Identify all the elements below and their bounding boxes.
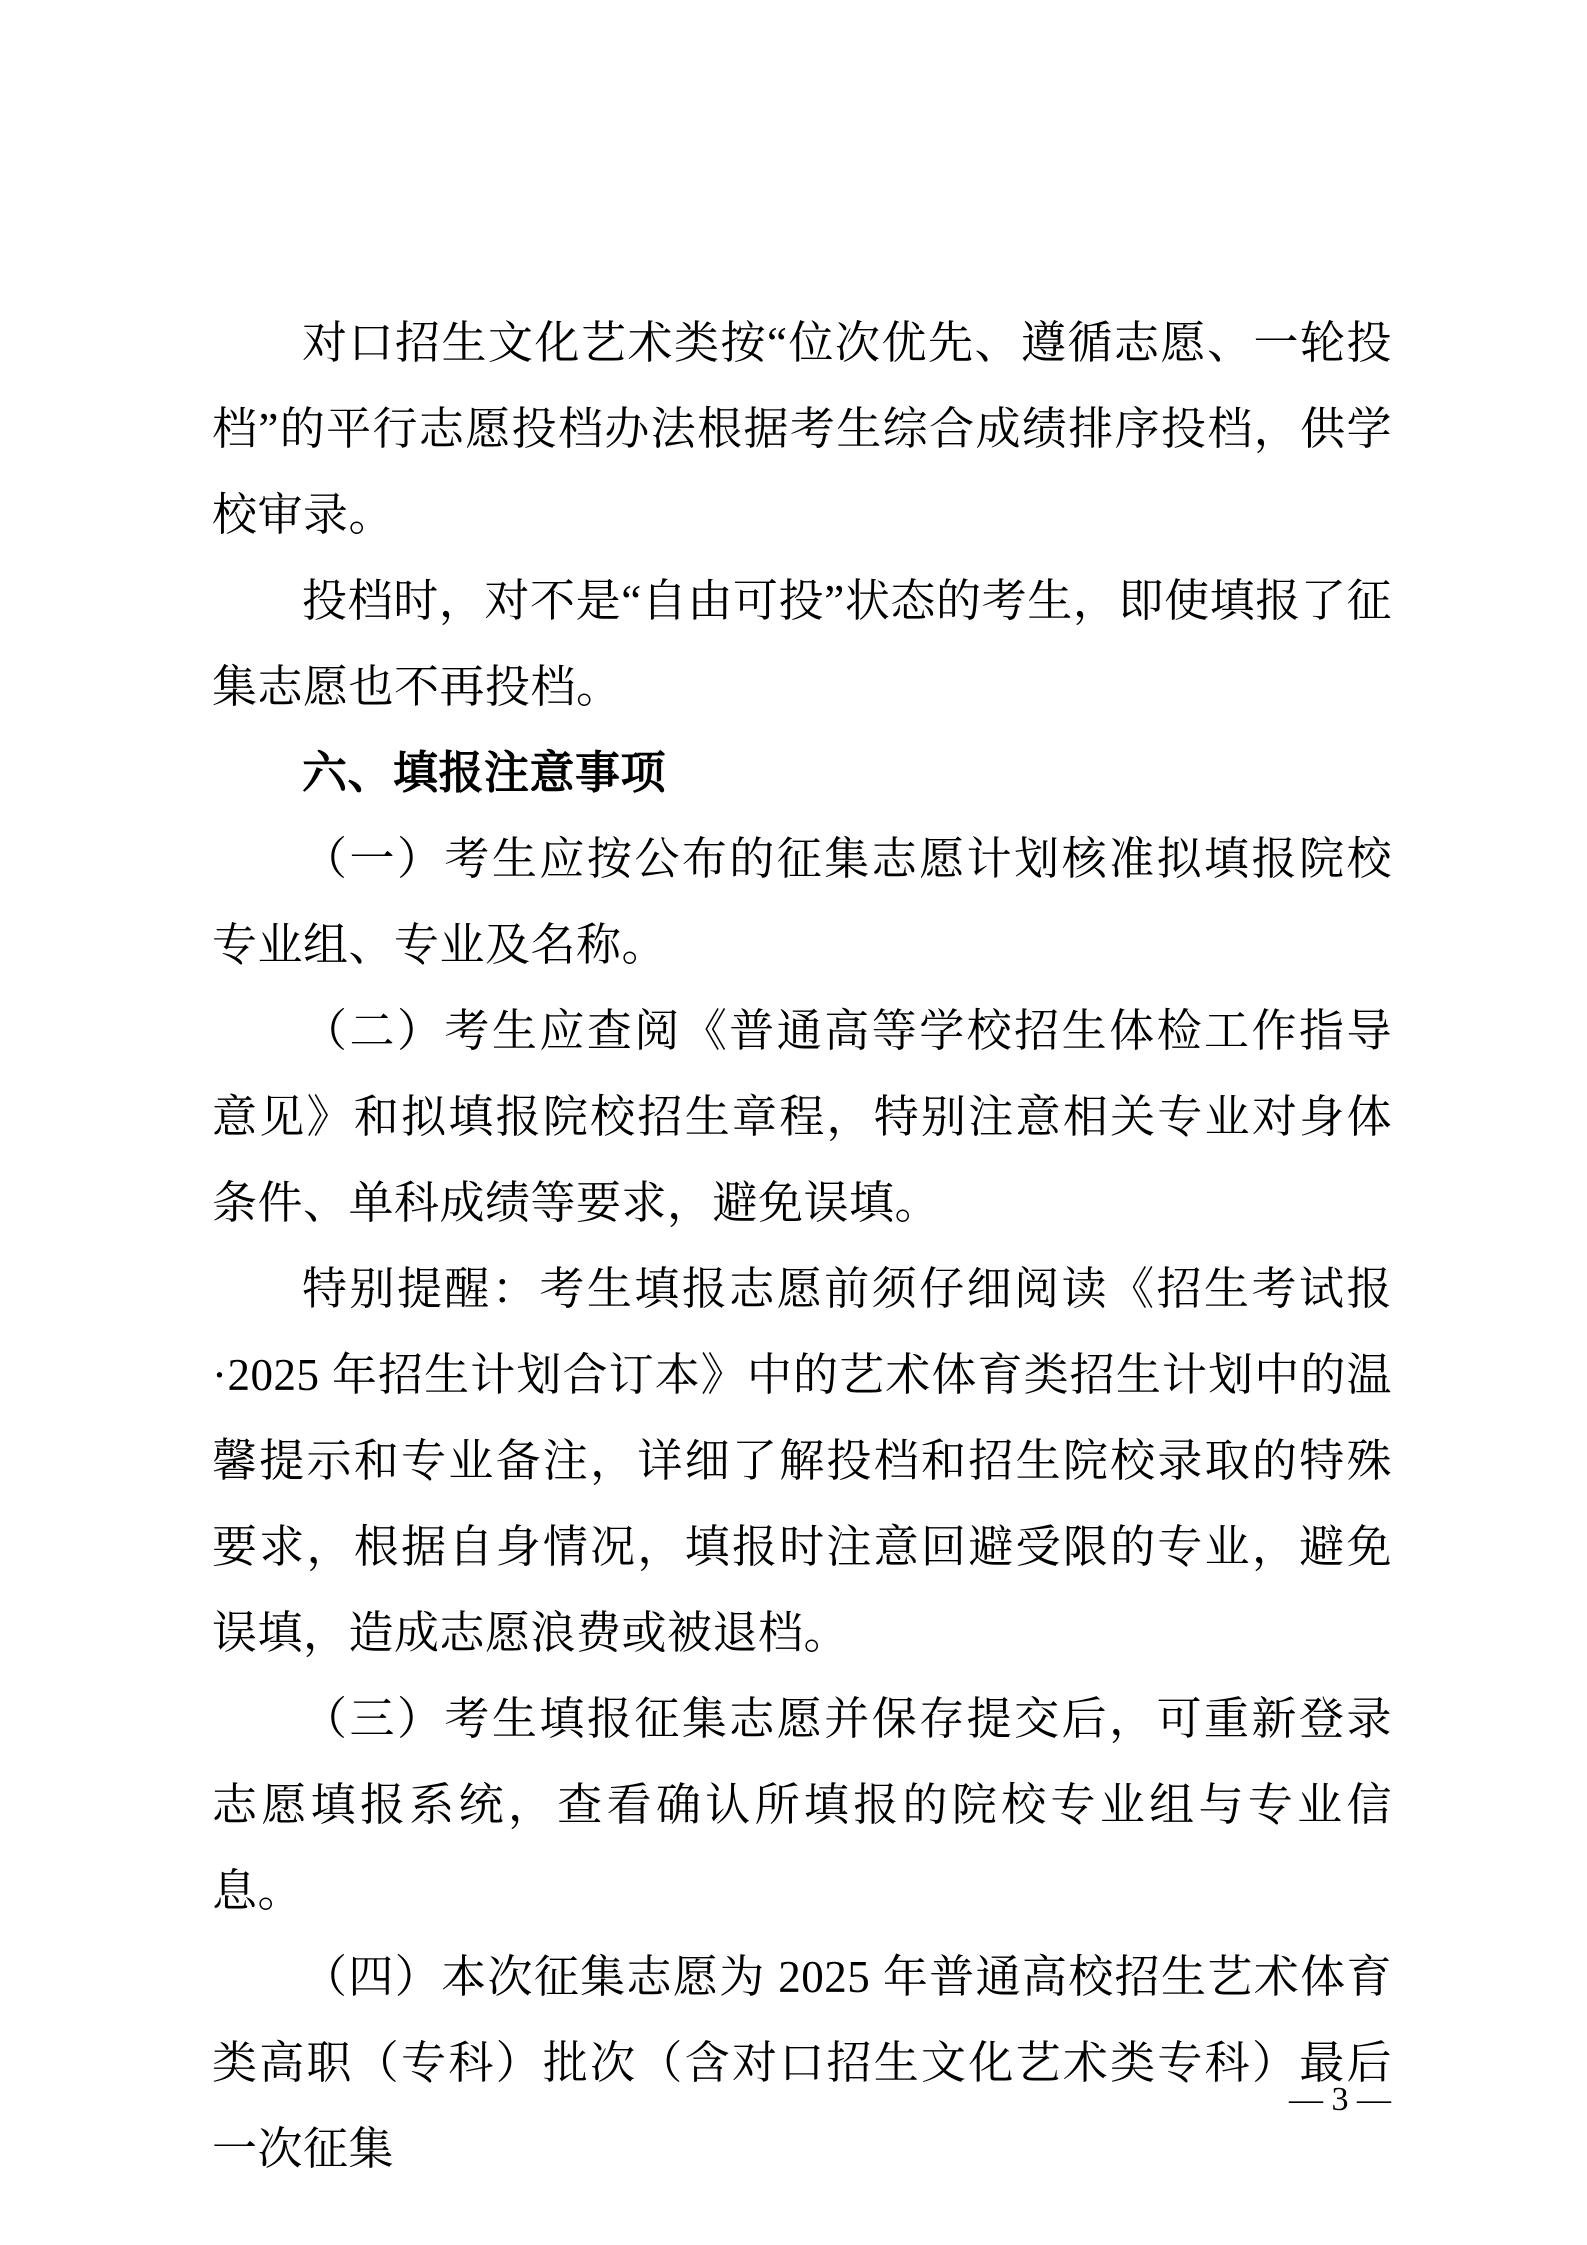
paragraph-item-4: （四）本次征集志愿为 2025 年普通高校招生艺术体育类高职（专科）批次（含对口招生文化艺术类专科）最后一次征集 [212, 1952, 1392, 2174]
document-body [212, 300, 1392, 2192]
section-heading-notes: 六、填报注意事项 [302, 747, 667, 798]
page-number: — 3 — [1289, 2081, 1391, 2118]
paragraph-item-2: （二）考生应查阅《普通高等学校招生体检工作指导意见》和拟填报院校招生章程，特别注意相关专业对身体条件、单科成绩等要求，避免误填。 [212, 1006, 1392, 1228]
paragraph-parallel-volunteer-rule: 对口招生文化艺术类按“位次优先、遵循志愿、一轮投档”的平行志愿投档办法根据考生综合成绩排序投档，供学校审录。 [212, 318, 1392, 540]
paragraph-free-to-file-status: 投档时，对不是“自由可投”状态的考生，即使填报了征集志愿也不再投档。 [212, 576, 1392, 712]
paragraph-item-1: （一）考生应按公布的征集志愿计划核准拟填报院校专业组、专业及名称。 [212, 834, 1392, 970]
paragraph-item-3: （三）考生填报征集志愿并保存提交后，可重新登录志愿填报系统，查看确认所填报的院校专业组与专业信息。 [212, 1694, 1392, 1916]
paragraph-special-reminder: 特别提醒：考生填报志愿前须仔细阅读《招生考试报·2025 年招生计划合订本》中的艺术体育类招生计划中的温馨提示和专业备注，详细了解投档和招生院校录取的特殊要求，根据自身情况，填报时注意回避受限的专业，避免误填，造成志愿浪费或被退档。 [212, 1264, 1392, 1658]
